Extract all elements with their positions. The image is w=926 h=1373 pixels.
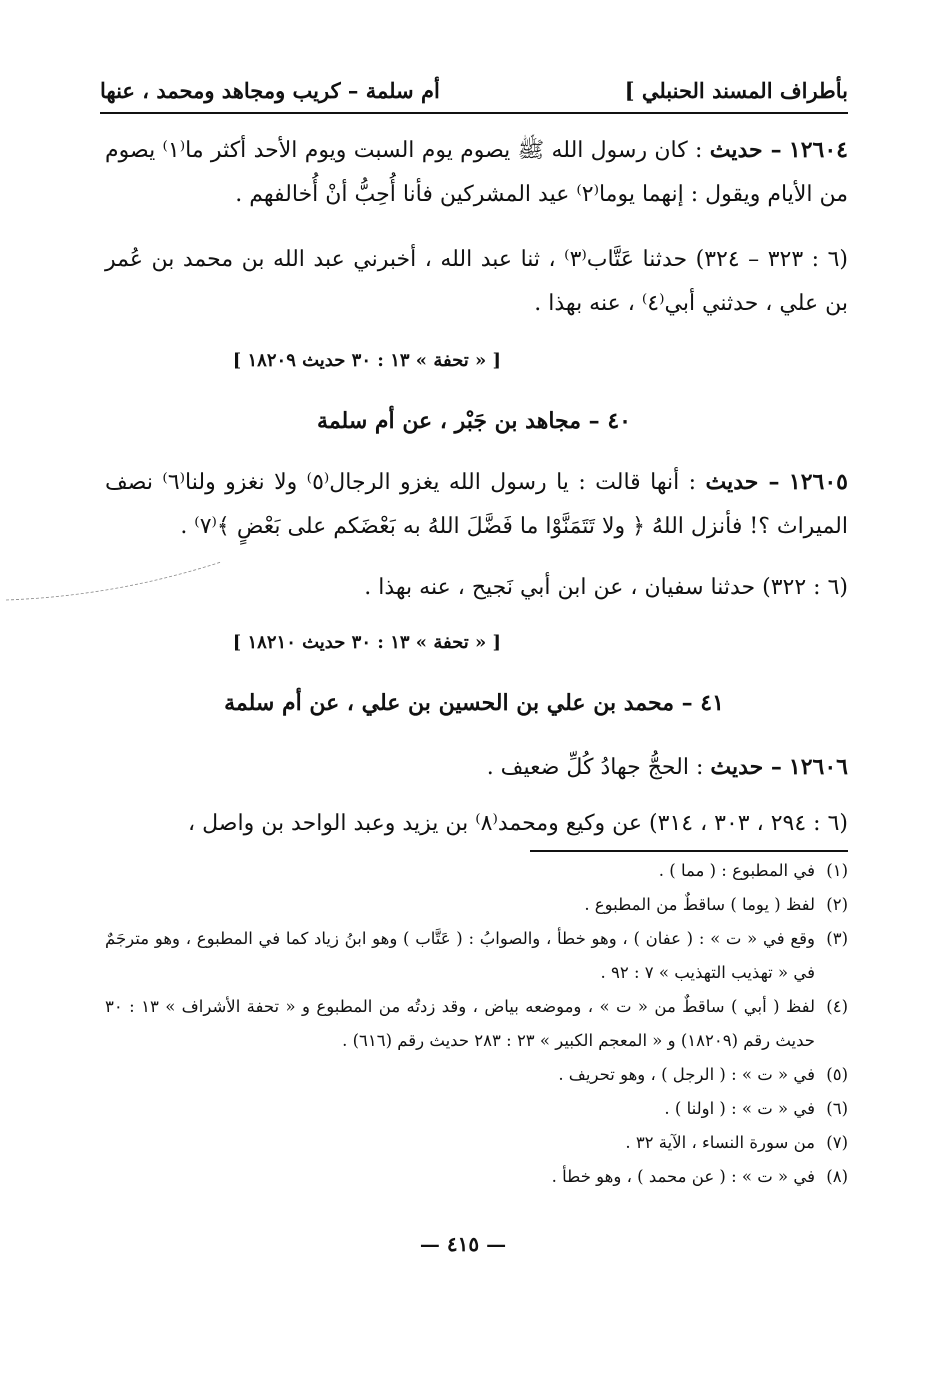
hadith-text: : أنها قالت : يا رسول الله يغزو الرجال⁽٥⁾ ولا نغزو ولنا⁽٦⁾ نصف الميراث ؟! فأنزل اللهُ ﴿ ولا تَتَمَنَّوْا ما فَضَّلَ اللهُ به بَعْضَكم على بَعْضٍ ﴾⁽٧⁾ . [105, 470, 848, 539]
footnote: (٣) وقع في « ت » : ( عفان ) ، وهو خطأ ، والصوابُ : ( عَتَّاب ) وهو ابنُ زياد كما في المطبوع ، وهو مترجَمٌ في « تهذيب التهذيب » ٧ : ٩٢ . [105, 929, 848, 982]
isnad-chain: (٦ : ٣٢٣ – ٣٢٤) حدثنا عَتَّاب⁽٣⁾ ، ثنا عبد الله ، أخبرني عبد الله بن محمد بن عُمر بن علي ، حدثني أبي⁽٤⁾ ، عنه بهذا . [105, 247, 848, 316]
page-number: — ٤١٥ — [419, 1232, 507, 1256]
footnote: (٤) لفظ ( أبي ) ساقطٌ من « ت » ، وموضعه بياض ، وقد زدتُه من المطبوع و « تحفة الأشراف » ١٣ : ٣٠ حديث رقم (١٨٢٠٩) و « المعجم الكبير » ٢٣ : ٢٨٣ حديث رقم (٦١٦) . [105, 997, 848, 1050]
isnad-chain: (٦ : ٣٢٢) حدثنا سفيان ، عن ابن أبي نَجيح ، عنه بهذا . [364, 575, 848, 600]
hadith-entry: ١٢٦٠٤ – حديث : كان رسول الله ﷺ يصوم يوم السبت ويوم الأحد أكثر ما⁽١⁾ يصوم من الأيام ويقول : إنهما يوما⁽٢⁾ عيد المشركين فأنا أُحِبُّ أنْ أُخالفهم . [105, 137, 848, 207]
footnote-divider [530, 850, 848, 852]
running-header [100, 72, 848, 114]
footnote: (٢) لفظ ( يوما ) ساقطٌ من المطبوع . [584, 895, 848, 914]
hadith-text: : الحجُّ جهادُ كُلِّ ضعيف . [486, 755, 711, 780]
footnote: (١) في المطبوع : ( مما ) . [658, 861, 848, 880]
hadith-entry: ١٢٦٠٥ – حديث : أنها قالت : يا رسول الله يغزو الرجال⁽٥⁾ ولا نغزو ولنا⁽٦⁾ نصف الميراث ؟! فأنزل اللهُ ﴿ ولا تَتَمَنَّوْا ما فَضَّلَ اللهُ به بَعْضَكم على بَعْضٍ ﴾⁽٧⁾ . [105, 469, 848, 539]
tuhfa-reference: [ « تحفة » ١٣ : ٣٠ حديث ١٨٢١٠ ] [232, 632, 501, 653]
hadith-number: ١٢٦٠٤ [788, 137, 848, 163]
hadith-label: حديث [705, 469, 759, 495]
section-heading: ٤٠ – مجاهد بن جَبْر ، عن أم سلمة [317, 408, 631, 434]
hadith-label: حديث [709, 137, 763, 163]
section-heading: ٤١ – محمد بن علي بن الحسين بن علي ، عن أم سلمة [224, 690, 724, 716]
hadith-text: : كان رسول الله ﷺ يصوم يوم السبت ويوم الأحد أكثر ما⁽١⁾ يصوم من الأيام ويقول : إنهما يوما⁽٢⁾ عيد المشركين فأنا أُحِبُّ أنْ أُخالفهم . [105, 138, 848, 207]
hadith-number: ١٢٦٠٦ [788, 754, 848, 780]
tuhfa-reference: [ « تحفة » ١٣ : ٣٠ حديث ١٨٢٠٩ ] [232, 350, 501, 371]
footnote: (٨) في « ت » : ( عن محمد ) ، وهو خطأ . [551, 1167, 848, 1186]
isnad-chain: (٦ : ٢٩٤ ، ٣٠٣ ، ٣١٤) عن وكيع ومحمد⁽٨⁾ بن يزيد وعبد الواحد بن واصل ، [188, 811, 848, 836]
hadith-entry: ١٢٦٠٦ – حديث : الحجُّ جهادُ كُلِّ ضعيف . [486, 754, 848, 780]
footnote: (٥) في « ت » : ( الرجل ) ، وهو تحريف . [558, 1065, 848, 1084]
hadith-label: حديث [710, 754, 764, 780]
header-book-title: بأطراف المسند الحنبلي ] [624, 78, 848, 103]
footnotes [105, 854, 848, 1194]
footnote: (٧) من سورة النساء ، الآية ٣٢ . [625, 1133, 848, 1152]
footnote: (٦) في « ت » : ( اولنا ) . [664, 1099, 848, 1118]
header-chapter-title: أم سلمة – كريب ومجاهد ومحمد ، عنها [100, 78, 440, 103]
hadith-number: ١٢٦٠٥ [788, 469, 848, 495]
